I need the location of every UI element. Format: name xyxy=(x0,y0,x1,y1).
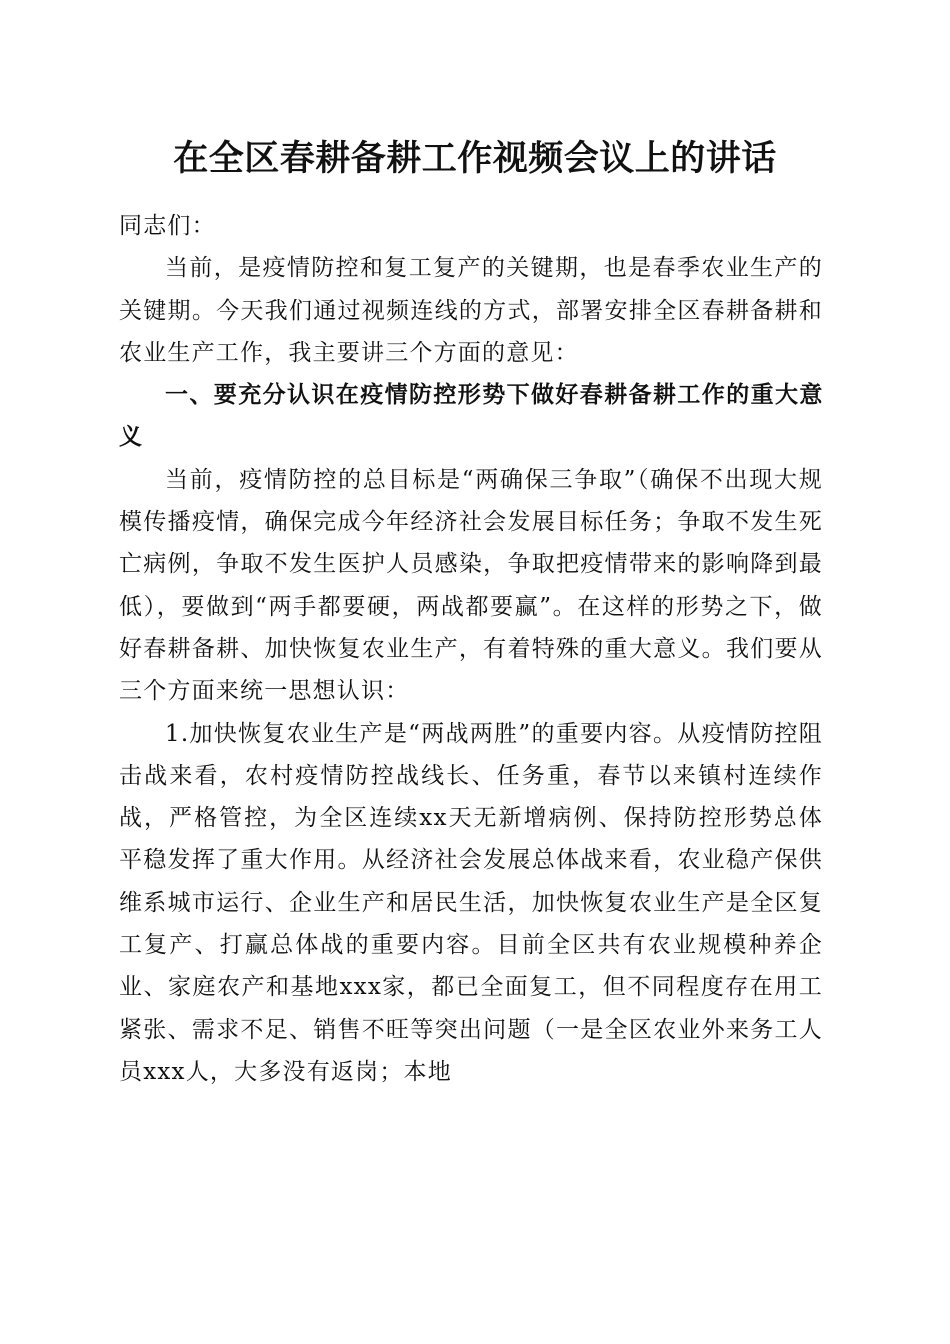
paragraph-point-1: 1.加快恢复农业生产是“两战两胜”的重要内容。从疫情防控阻击战来看，农村疫情防控战线长、任务重，春节以来镇村连续作战，严格管控，为全区连续xx天无新增病例、保持防控形势总体平稳发挥了重大作用。从经济社会发展总体战来看，农业稳产保供维系城市运行、企业生产和居民生活，加快恢复农业生产是全区复工复产、打赢总体战的重要内容。目前全区共有农业规模种养企业、家庭农产和基地xxx家，都已全面复工，但不同程度存在用工紧张、需求不足、销售不旺等突出问题（一是全区农业外来务工人员xxx人，大多没有返岗；本地 xyxy=(119,720,823,1085)
document-body xyxy=(119,205,823,1093)
section-heading-1: 一、要充分认识在疫情防控形势下做好春耕备耕工作的重大意义 xyxy=(119,382,823,451)
intro-paragraph: 当前，是疫情防控和复工复产的关键期，也是春季农业生产的关键期。今天我们通过视频连线的方式，部署安排全区春耕备耕和农业生产工作，我主要讲三个方面的意见： xyxy=(119,255,823,366)
salutation: 同志们： xyxy=(119,213,216,239)
document-title: 在全区春耕备耕工作视频会议上的讲话 xyxy=(173,138,777,179)
paragraph-significance: 当前，疫情防控的总目标是“两确保三争取”（确保不出现大规模传播疫情，确保完成今年经济社会发展目标任务；争取不发生死亡病例，争取不发生医护人员感染，争取把疫情带来的影响降到最低），要做到“两手都要硬，两战都要赢”。在这样的形势之下，做好春耕备耕、加快恢复农业生产，有着特殊的重大意义。我们要从三个方面来统一思想认识： xyxy=(119,466,823,705)
